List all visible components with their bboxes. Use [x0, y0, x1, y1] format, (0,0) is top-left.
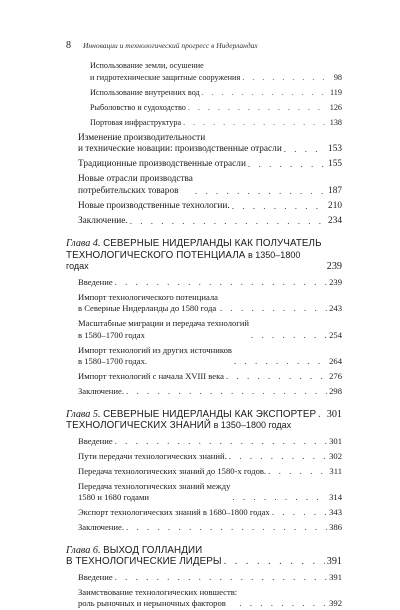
toc-entry: Передача технологических знаний между 1580 и 1680 годами . . . 314: [66, 481, 342, 504]
toc-entry: Заключение. . . . 298: [66, 386, 342, 398]
chapter-heading-5: Глава 5. СЕВЕРНЫЕ НИДЕРЛАНДЫ КАК ЭКСПОРТЕР . . . 301 ТЕХНОЛОГИЧЕСКИХ ЗНАНИЙ в 1350–1800 годах: [66, 409, 342, 432]
toc-entry: Передача технологических знаний до 1580-х годов. . . . 311: [66, 466, 342, 478]
chapter-heading-4: Глава 4. СЕВЕРНЫЕ НИДЕРЛАНДЫ КАК ПОЛУЧАТЕЛЬ ТЕХНОЛОГИЧЕСКОГО ПОТЕНЦИАЛА в 1350–1800 годах 239: [66, 238, 342, 272]
toc-entry: Изменение производительности и технические новации: производственные отрасли . . . 153: [66, 133, 342, 156]
toc-entry: Заключение. . . . 234: [66, 216, 342, 228]
toc-entry: Заключение. . . . 386: [66, 522, 342, 534]
toc-entry: Рыболовство и судоходство . . . 126: [66, 102, 342, 114]
running-title: Инновации и технологический прогресс в Нидерландах: [83, 41, 258, 50]
chapter-heading-6: Глава 6. ВЫХОД ГОЛЛАНДИИ В ТЕХНОЛОГИЧЕСКИЕ ЛИДЕРЫ . . . 391: [66, 545, 342, 568]
toc-entry: Введение . . . 301: [66, 436, 342, 448]
toc-entry: Новые производственные технологии. . . . 210: [66, 201, 342, 213]
toc-entry: Использование земли, осушение и гидротехнические защитные сооружения . . . 98: [66, 60, 342, 83]
toc-entry: Экспорт технологических знаний в 1680–1800 годах . . . 343: [66, 507, 342, 519]
toc-entry: Новые отрасли производства потребительских товаров . . . 187: [66, 174, 342, 197]
toc-entry: Импорт технологического потенциала в Северные Нидерланды до 1580 года . . . 243: [66, 292, 342, 315]
page-number: 8: [66, 40, 71, 51]
toc-entry: Заимствование технологических новшеств: роль рыночных и нерыночных факторов . . . 392: [66, 587, 342, 610]
toc-entry: Импорт технологий с начала XVIII века . . . 276: [66, 371, 342, 383]
toc-entry: Использование внутренних вод . . . 119: [66, 87, 342, 99]
table-of-contents: [66, 60, 342, 610]
toc-entry: Традиционные производственные отрасли . . . 155: [66, 159, 342, 171]
toc-entry: Пути передачи технологических знаний. . . . 302: [66, 451, 342, 463]
toc-entry: Введение . . . 391: [66, 572, 342, 584]
toc-entry: Масштабные миграции и передача технологий в 1580–1700 годах . . . 254: [66, 318, 342, 341]
toc-entry: Введение . . . 239: [66, 277, 342, 289]
toc-entry: Портовая инфраструктура . . . 138: [66, 117, 342, 129]
toc-entry: Импорт технологий из других источников в 1580–1700 годах. . . . 264: [66, 345, 342, 368]
running-header: [66, 40, 360, 51]
